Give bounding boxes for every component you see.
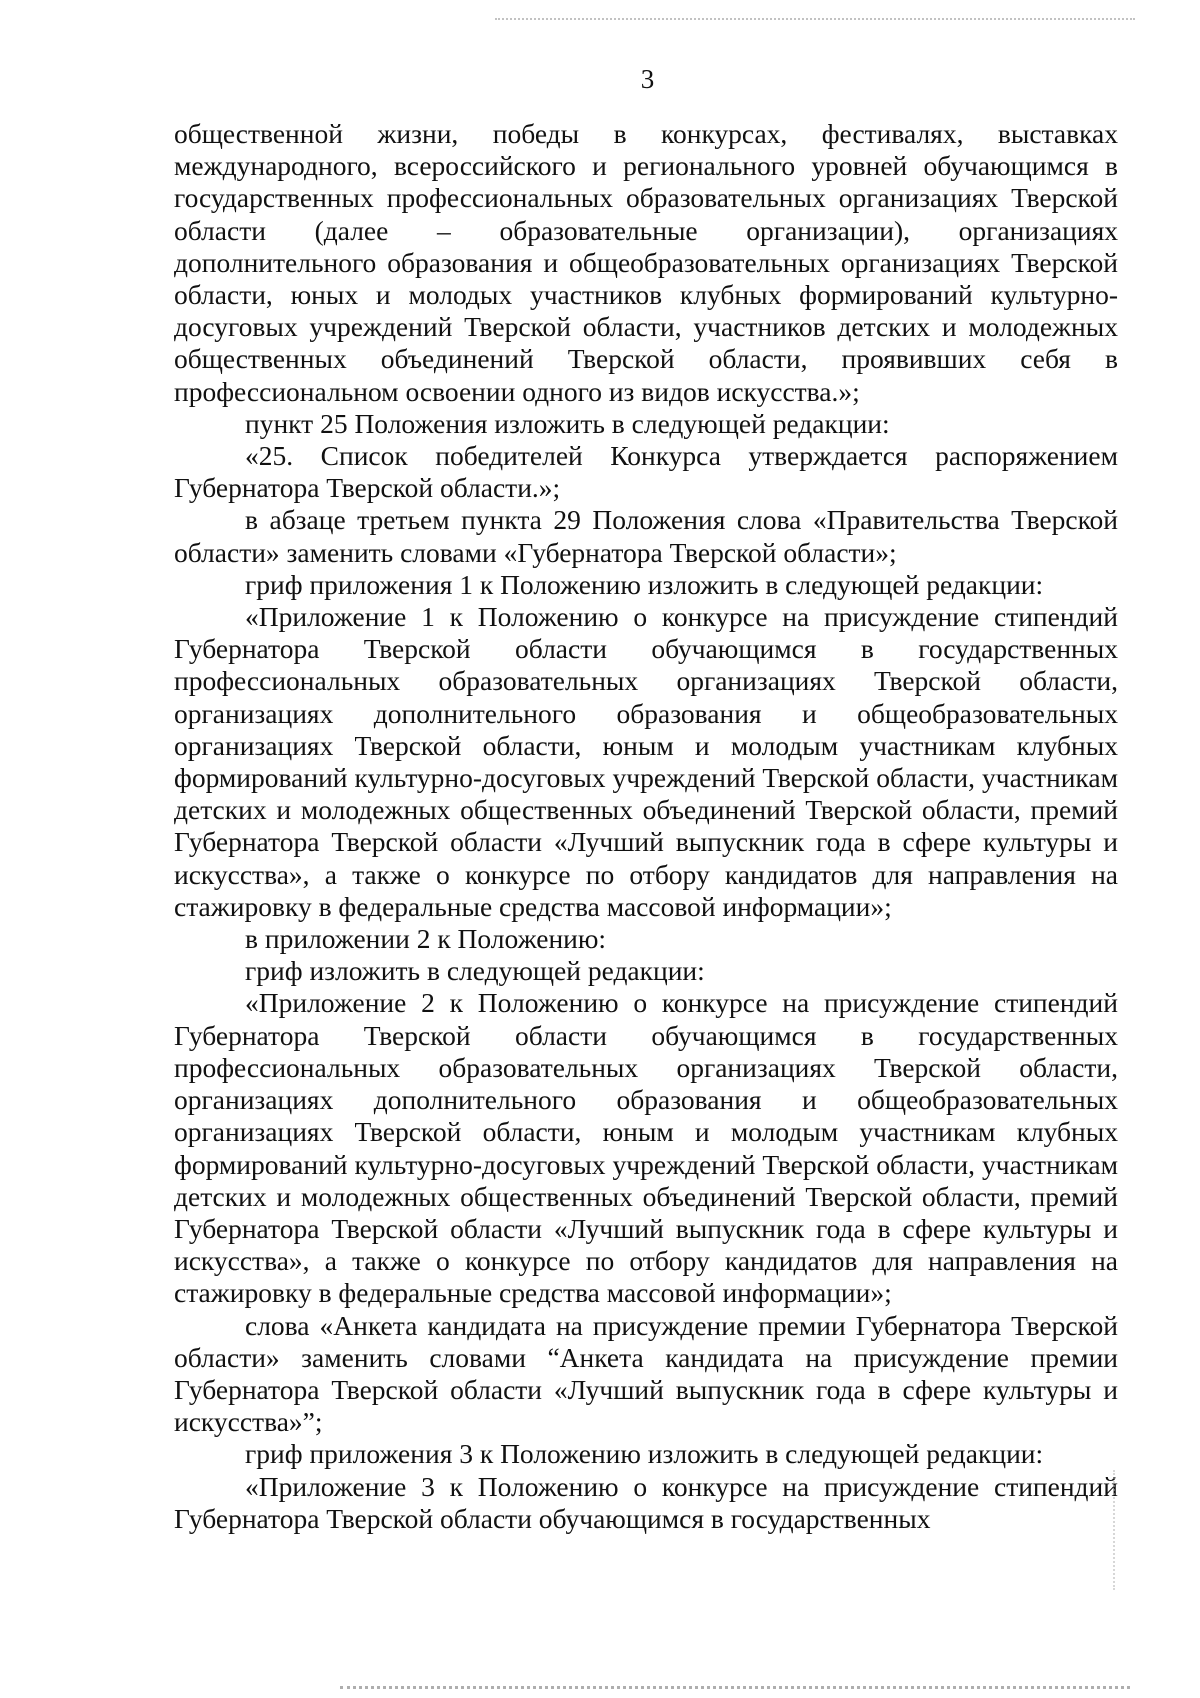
paragraph-appendix-2-header: гриф изложить в следующей редакции: xyxy=(245,955,705,987)
paragraph-appendix-1-header: гриф приложения 1 к Положению изложить в следующей редакции: xyxy=(245,568,1044,600)
paragraph-continuation: общественной жизни, победы в конкурсах, фестивалях, выставках международного, всероссийского и регионального уровней обучающимся в государственных профессиональных образовательных организациях Тверской области (далее – образовательные организации), организациях дополнительного образования и общеобразовательных организациях Тверской области, юных и молодых участников клубных формирований культурно-досуговых учреждений Тверской области, участников детских и молодежных общественных объединений Тверской области, проявивших себя в профессиональном освоении одного из видов искусства.»; xyxy=(174,118,1118,407)
page-number: 3 xyxy=(640,64,655,94)
paragraph-questionnaire-title: слова «Анкета кандидата на присуждение премии Губернатора Тверской области» заменить словами “Анкета кандидата на присуждение премии Губернатора Тверской области «Лучший выпускник года в сфере культуры и искусства»”; xyxy=(174,1309,1118,1438)
paragraph-appendix-3-header: гриф приложения 3 к Положению изложить в следующей редакции: xyxy=(245,1438,1044,1470)
paragraph-appendix-2-text: «Приложение 2 к Положению о конкурсе на присуждение стипендий Губернатора Тверской области обучающимся в государственных профессиональных образовательных организациях Тверской области, организациях дополнительного образования и общеобразовательных организациях Тверской области, юным и молодым участникам клубных формирований культурно-досуговых учреждений Тверской области, участникам детских и молодежных общественных объединений Тверской области, премий Губернатора Тверской области «Лучший выпускник года в сфере культуры и искусства», а также о конкурсе по отбору кандидатов для направления на стажировку в федеральные средства массовой информации»; xyxy=(174,987,1118,1309)
document-body xyxy=(174,118,1118,1535)
scan-artifact-right xyxy=(1113,1470,1117,1590)
scan-artifact-bottom xyxy=(340,1686,1130,1691)
paragraph-appendix-3-text: «Приложение 3 к Положению о конкурсе на присуждение стипендий Губернатора Тверской области обучающимся в государственных xyxy=(174,1470,1118,1534)
paragraph-item-25-text: «25. Список победителей Конкурса утверждается распоряжением Губернатора Тверской области.»; xyxy=(174,440,1118,504)
paragraph-item-29: в абзаце третьем пункта 29 Положения слова «Правительства Тверской области» заменить словами «Губернатора Тверской области»; xyxy=(174,504,1118,568)
scan-artifact-top xyxy=(495,18,1135,22)
paragraph-item-25: пункт 25 Положения изложить в следующей редакции: xyxy=(245,407,890,439)
paragraph-appendix-2-intro: в приложении 2 к Положению: xyxy=(245,923,607,955)
paragraph-appendix-1-text: «Приложение 1 к Положению о конкурсе на присуждение стипендий Губернатора Тверской области обучающимся в государственных профессиональных образовательных организациях Тверской области, организациях дополнительного образования и общеобразовательных организациях Тверской области, юным и молодым участникам клубных формирований культурно-досуговых учреждений Тверской области, участникам детских и молодежных общественных объединений Тверской области, премий Губернатора Тверской области «Лучший выпускник года в сфере культуры и искусства», а также о конкурсе по отбору кандидатов для направления на стажировку в федеральные средства массовой информации»; xyxy=(174,601,1118,922)
